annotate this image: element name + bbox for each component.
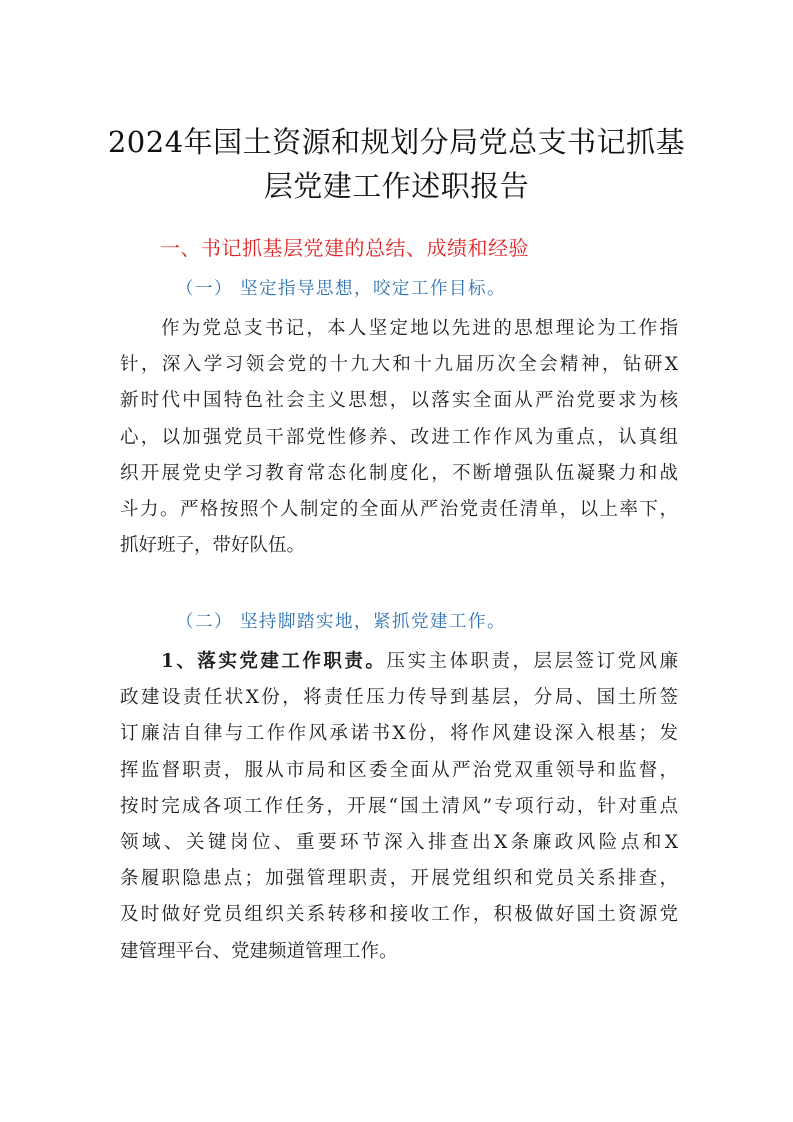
paragraph-line: 新时代中国特色社会主义思想，以落实全面从严治党要求为核 [120,390,678,412]
paragraph-line: 领域、关键岗位、重要环节深入排查出X条廉政风险点和X [120,831,678,853]
paragraph-line: 挥监督职责，服从市局和区委全面从严治党双重领导和监督， [120,759,678,781]
paragraph-text: 压实主体职责，层层签订党风廉 [386,651,678,672]
paragraph-line: 政建设责任状X份，将责任压力传导到基层，分局、国土所签 [120,687,678,709]
title-line-1: 2024年国土资源和规划分局党总支书记抓基 [107,125,686,159]
paragraph-line: 及时做好党员组织关系转移和接收工作，积极做好国土资源党 [120,904,678,926]
paragraph-2 [120,644,678,970]
paragraph-line: 斗力。严格按照个人制定的全面从严治党责任清单，以上率下， [120,498,678,520]
section-heading-1: 一、书记抓基层党建的总结、成绩和经验 [160,236,529,260]
paragraph-line: 抓好班子，带好队伍。 [120,535,306,557]
title-line-2: 层党建工作述职报告 [263,169,530,203]
paragraph-1 [120,311,678,564]
paragraph-line: 织开展党史学习教育常态化制度化，不断增强队伍凝聚力和战 [120,462,678,484]
paragraph-line: 心，以加强党员干部党性修养、改进工作作风为重点，认真组 [120,426,678,448]
paragraph-line: 按时完成各项工作任务，开展“国土清风”专项行动，针对重点 [120,795,678,817]
bold-lead-text: 1、落实党建工作职责。 [161,651,387,672]
document-title [100,120,693,208]
paragraph-line [120,644,678,680]
paragraph-line: 订廉洁自律与工作作风承诺书X份，将作风建设深入根基；发 [120,723,678,745]
subsection-heading-2: （二） 坚持脚踏实地，紧抓党建工作。 [176,612,507,632]
paragraph-line: 作为党总支书记，本人坚定地以先进的思想理论为工作指 [161,318,678,339]
subsection-heading-1: （一） 坚定指导思想，咬定工作目标。 [176,279,507,299]
paragraph-line: 条履职隐患点；加强管理职责，开展党组织和党员关系排查， [120,868,678,890]
paragraph-line: 建管理平台、党建频道管理工作。 [120,940,398,962]
paragraph-line: 针，深入学习领会党的十九大和十九届历次全会精神，钻研X [120,354,678,376]
